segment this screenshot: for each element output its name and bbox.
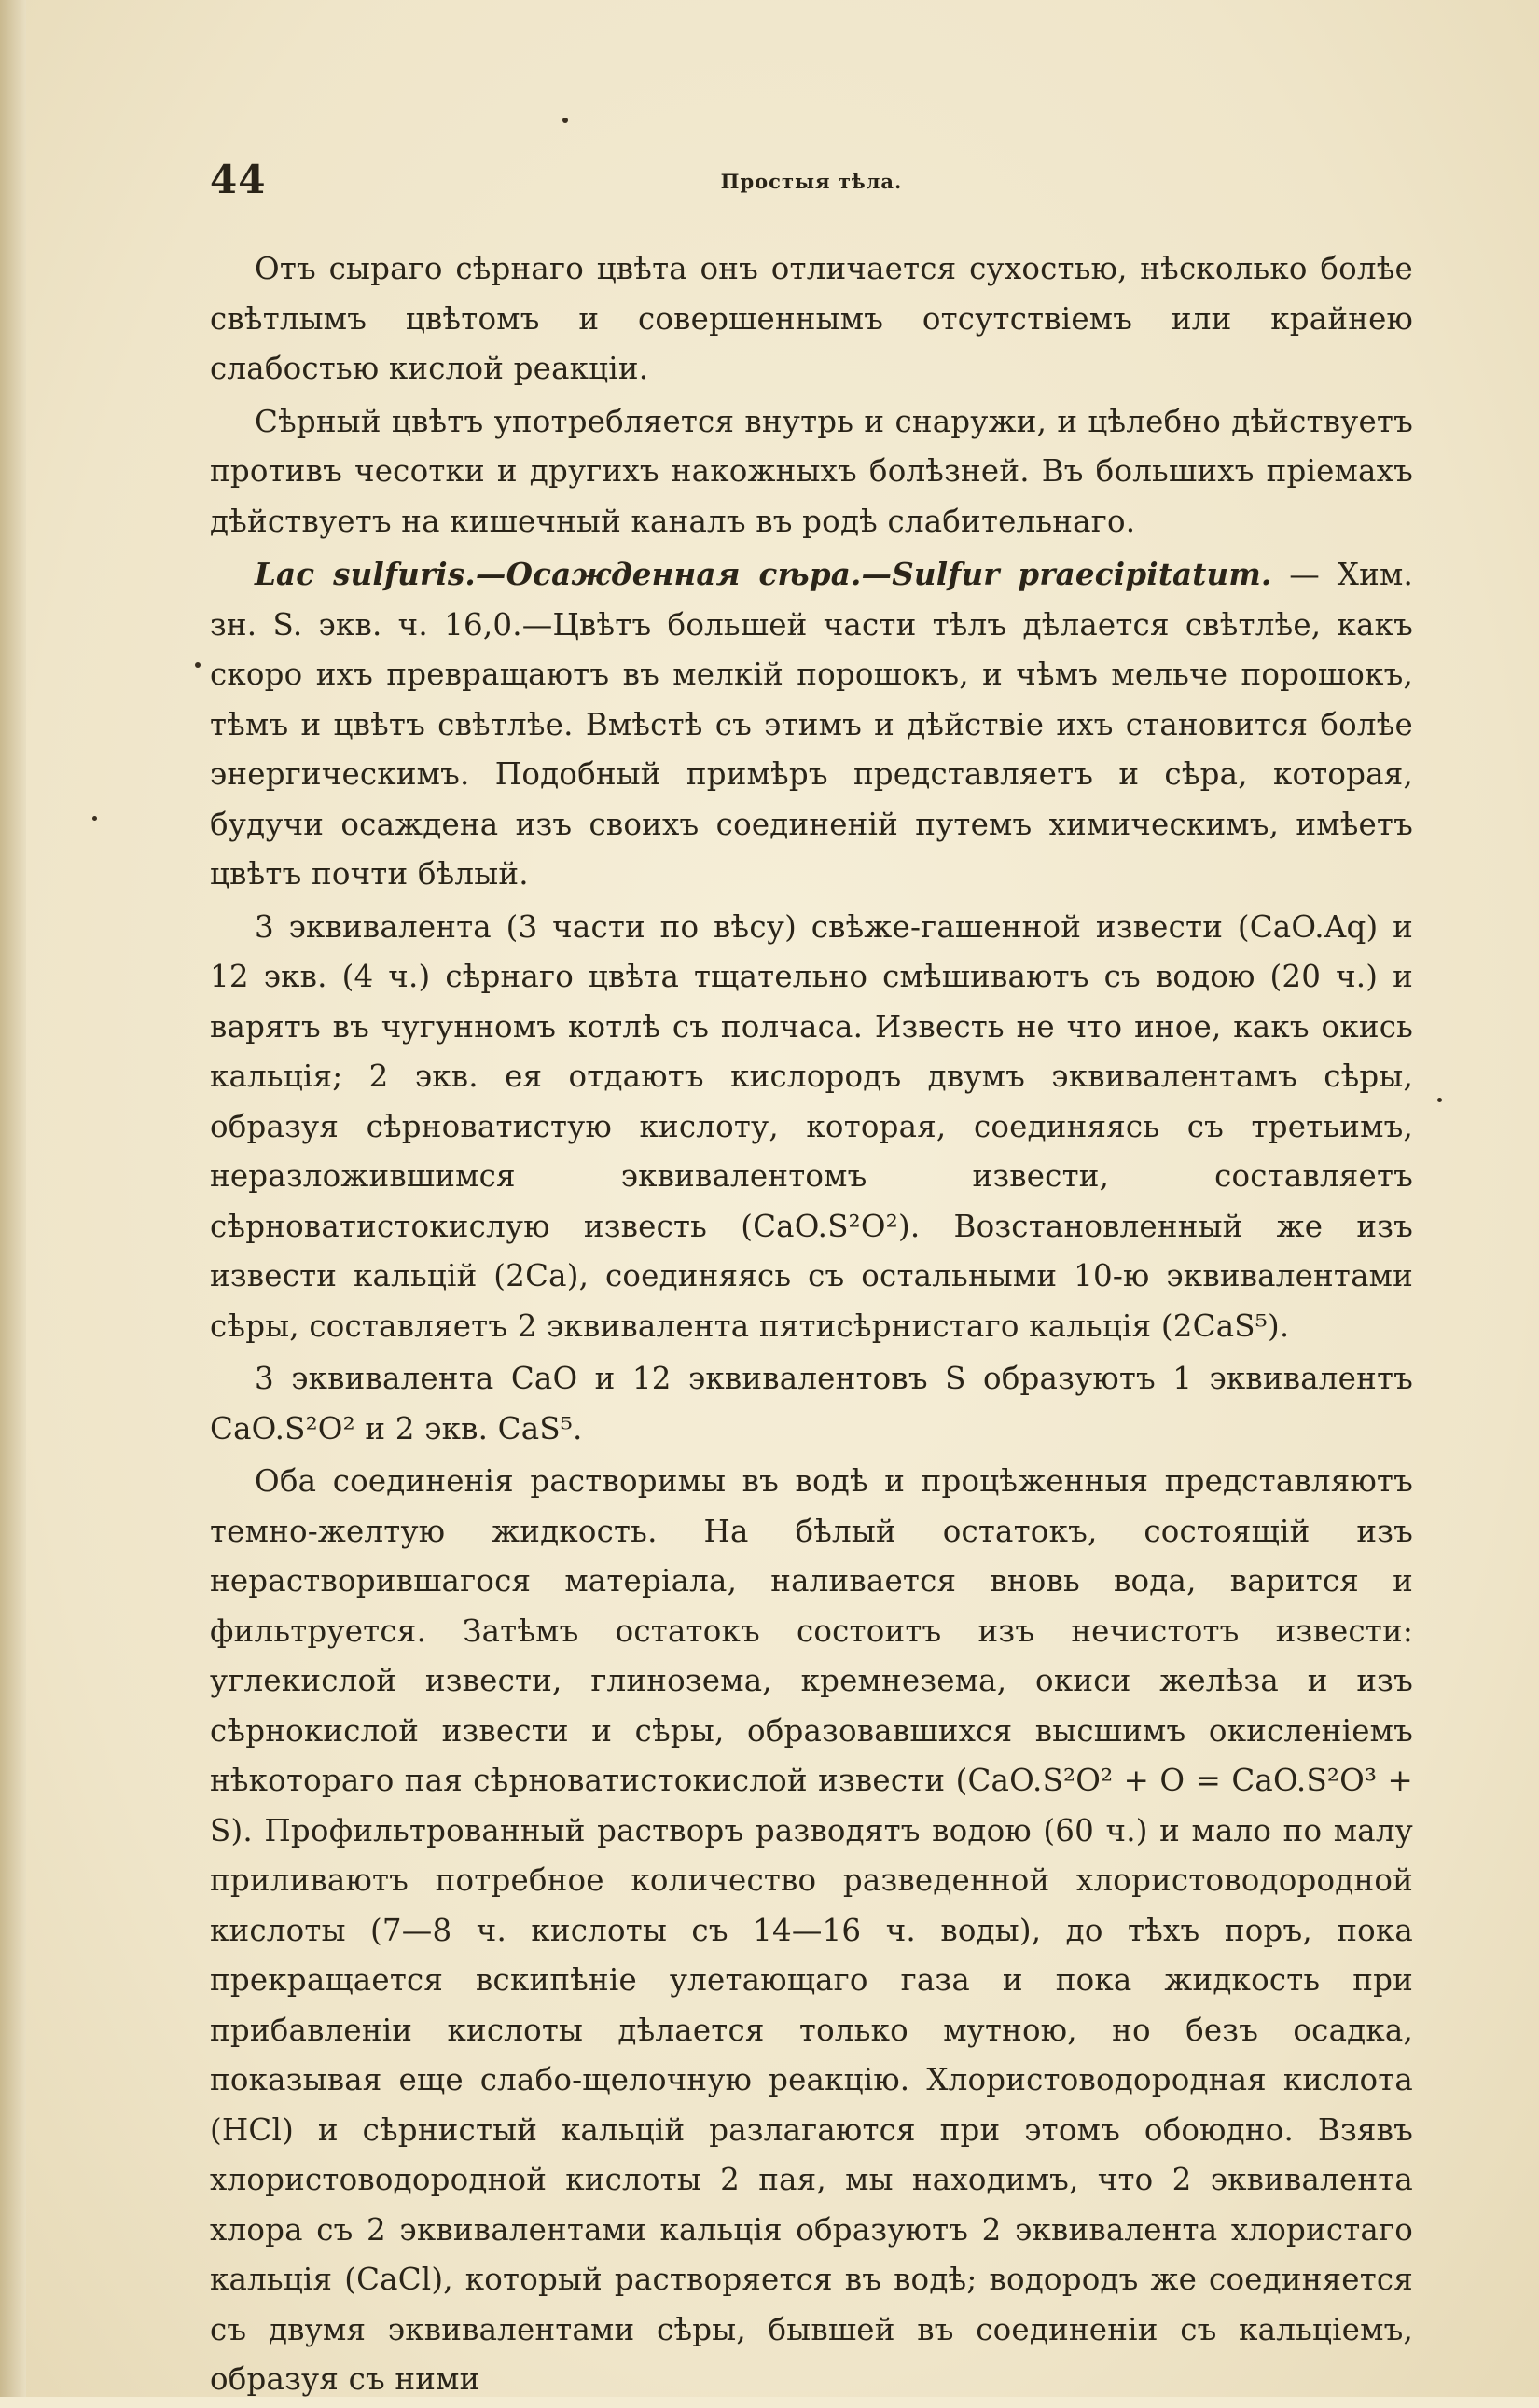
section-term: Lac sulfuris.—Осажденная сѣра.—Sulfur praecipitatum. — [255, 556, 1272, 592]
body-text — [210, 244, 1413, 2408]
paragraph — [210, 1354, 1413, 1454]
ink-spot — [562, 118, 568, 123]
paragraph-text: Сѣрный цвѣтъ употребляется внутрь и снаружи, и цѣлебно дѣйствуетъ противъ чесотки и другихъ накожныхъ болѣзней. Въ большихъ пріемахъ дѣйствуетъ на кишечный каналъ въ родѣ слабительнаго. — [210, 403, 1413, 539]
paragraph — [210, 1457, 1413, 2405]
paragraph — [210, 397, 1413, 547]
page-number: 44 — [210, 157, 267, 202]
paragraph-text: 3 эквивалента (3 части по вѣсу) свѣже-гашенной извести (CaO.Aq) и 12 экв. (4 ч.) сѣрнаго цвѣта тщательно смѣшиваютъ съ водою (20 ч.) и варятъ въ чугунномъ котлѣ съ полчаса. Известь не что иное, какъ окись кальція; 2 экв. ея отдаютъ кислородъ двумъ эквивалентамъ сѣры, образуя сѣрноватистую кислоту, которая, соединяясь съ третьимъ, неразложившимся эквивалентомъ извести, составляетъ сѣрноватистокислую известь (CaO.S²O²). Возстановленный же изъ извести кальцій (2Ca), соединяясь съ остальными 10-ю эквивалентами сѣры, составляетъ 2 эквивалента пятисѣрнистаго кальція (2CaS⁵). — [210, 908, 1413, 1344]
paragraph — [210, 903, 1413, 1352]
ink-spot — [195, 662, 201, 668]
ink-spot — [1437, 1098, 1442, 1102]
paragraph-text: Отъ сыраго сѣрнаго цвѣта онъ отличается сухостью, нѣсколько болѣе свѣтлымъ цвѣтомъ и совершеннымъ отсутствіемъ или крайнею слабостью кислой реакціи. — [210, 251, 1413, 386]
paragraph — [210, 549, 1413, 900]
page-edge — [0, 0, 26, 2397]
paragraph-text: 3 эквивалента CaO и 12 эквивалентовъ S образуютъ 1 эквивалентъ CaO.S²O² и 2 экв. CaS⁵. — [210, 1361, 1413, 1446]
page-header — [210, 157, 1413, 213]
ink-spot — [92, 816, 97, 821]
paragraph-text: Оба соединенія растворимы въ водѣ и процѣженныя представляютъ темно-желтую жидкость. На бѣлый остатокъ, состоящій изъ нерастворившагося матеріала, наливается вновь вода, варится и фильтруется. Затѣмъ остатокъ состоитъ изъ нечистотъ извести: углекислой извести, глинозема, кремнезема, окиси желѣза и изъ сѣрнокислой извести и сѣры, образовавшихся высшимъ окисленіемъ нѣкотораго пая сѣрноватистокислой извести (CaO.S²O² + O = CaO.S²O³ + S). Профильтрованный растворъ разводятъ водою (60 ч.) и мало по малу приливаютъ потребное количество разведенной хлористоводородной кислоты (7—8 ч. кислоты съ 14—16 ч. воды), до тѣхъ поръ, пока прекращается вскипѣніе улетающаго газа и пока жидкость при прибавленіи кислоты дѣлается только мутною, но безъ осадка, показывая еще слабо-щелочную реакцію. Хлористоводородная кислота (HCl) и сѣрнистый кальцій разлагаются при этомъ обоюдно. Взявъ хлористоводородной кислоты 2 пая, мы находимъ, что 2 эквивалента хлора съ 2 эквивалентами кальція образуютъ 2 эквивалента хлористаго кальція (CaCl), который растворяется въ водѣ; водородъ же соединяется съ двумя эквивалентами сѣры, бывшей въ соединеніи съ кальціемъ, образуя съ ними — [210, 1463, 1413, 2397]
running-title: Простыя тѣла. — [720, 170, 903, 193]
paragraph — [210, 244, 1413, 394]
paragraph-text: — Хим. зн. S. экв. ч. 16,0.—Цвѣтъ большей части тѣлъ дѣлается свѣтлѣе, какъ скоро ихъ превращаютъ въ мелкій порошокъ, и чѣмъ мельче порошокъ, тѣмъ и цвѣтъ свѣтлѣе. Вмѣстѣ съ этимъ и дѣйствіе ихъ становится болѣе энергическимъ. Подобный примѣръ представляетъ и сѣра, которая, будучи осаждена изъ своихъ соединеній путемъ химическимъ, имѣетъ цвѣтъ почти бѣлый. — [210, 557, 1413, 892]
